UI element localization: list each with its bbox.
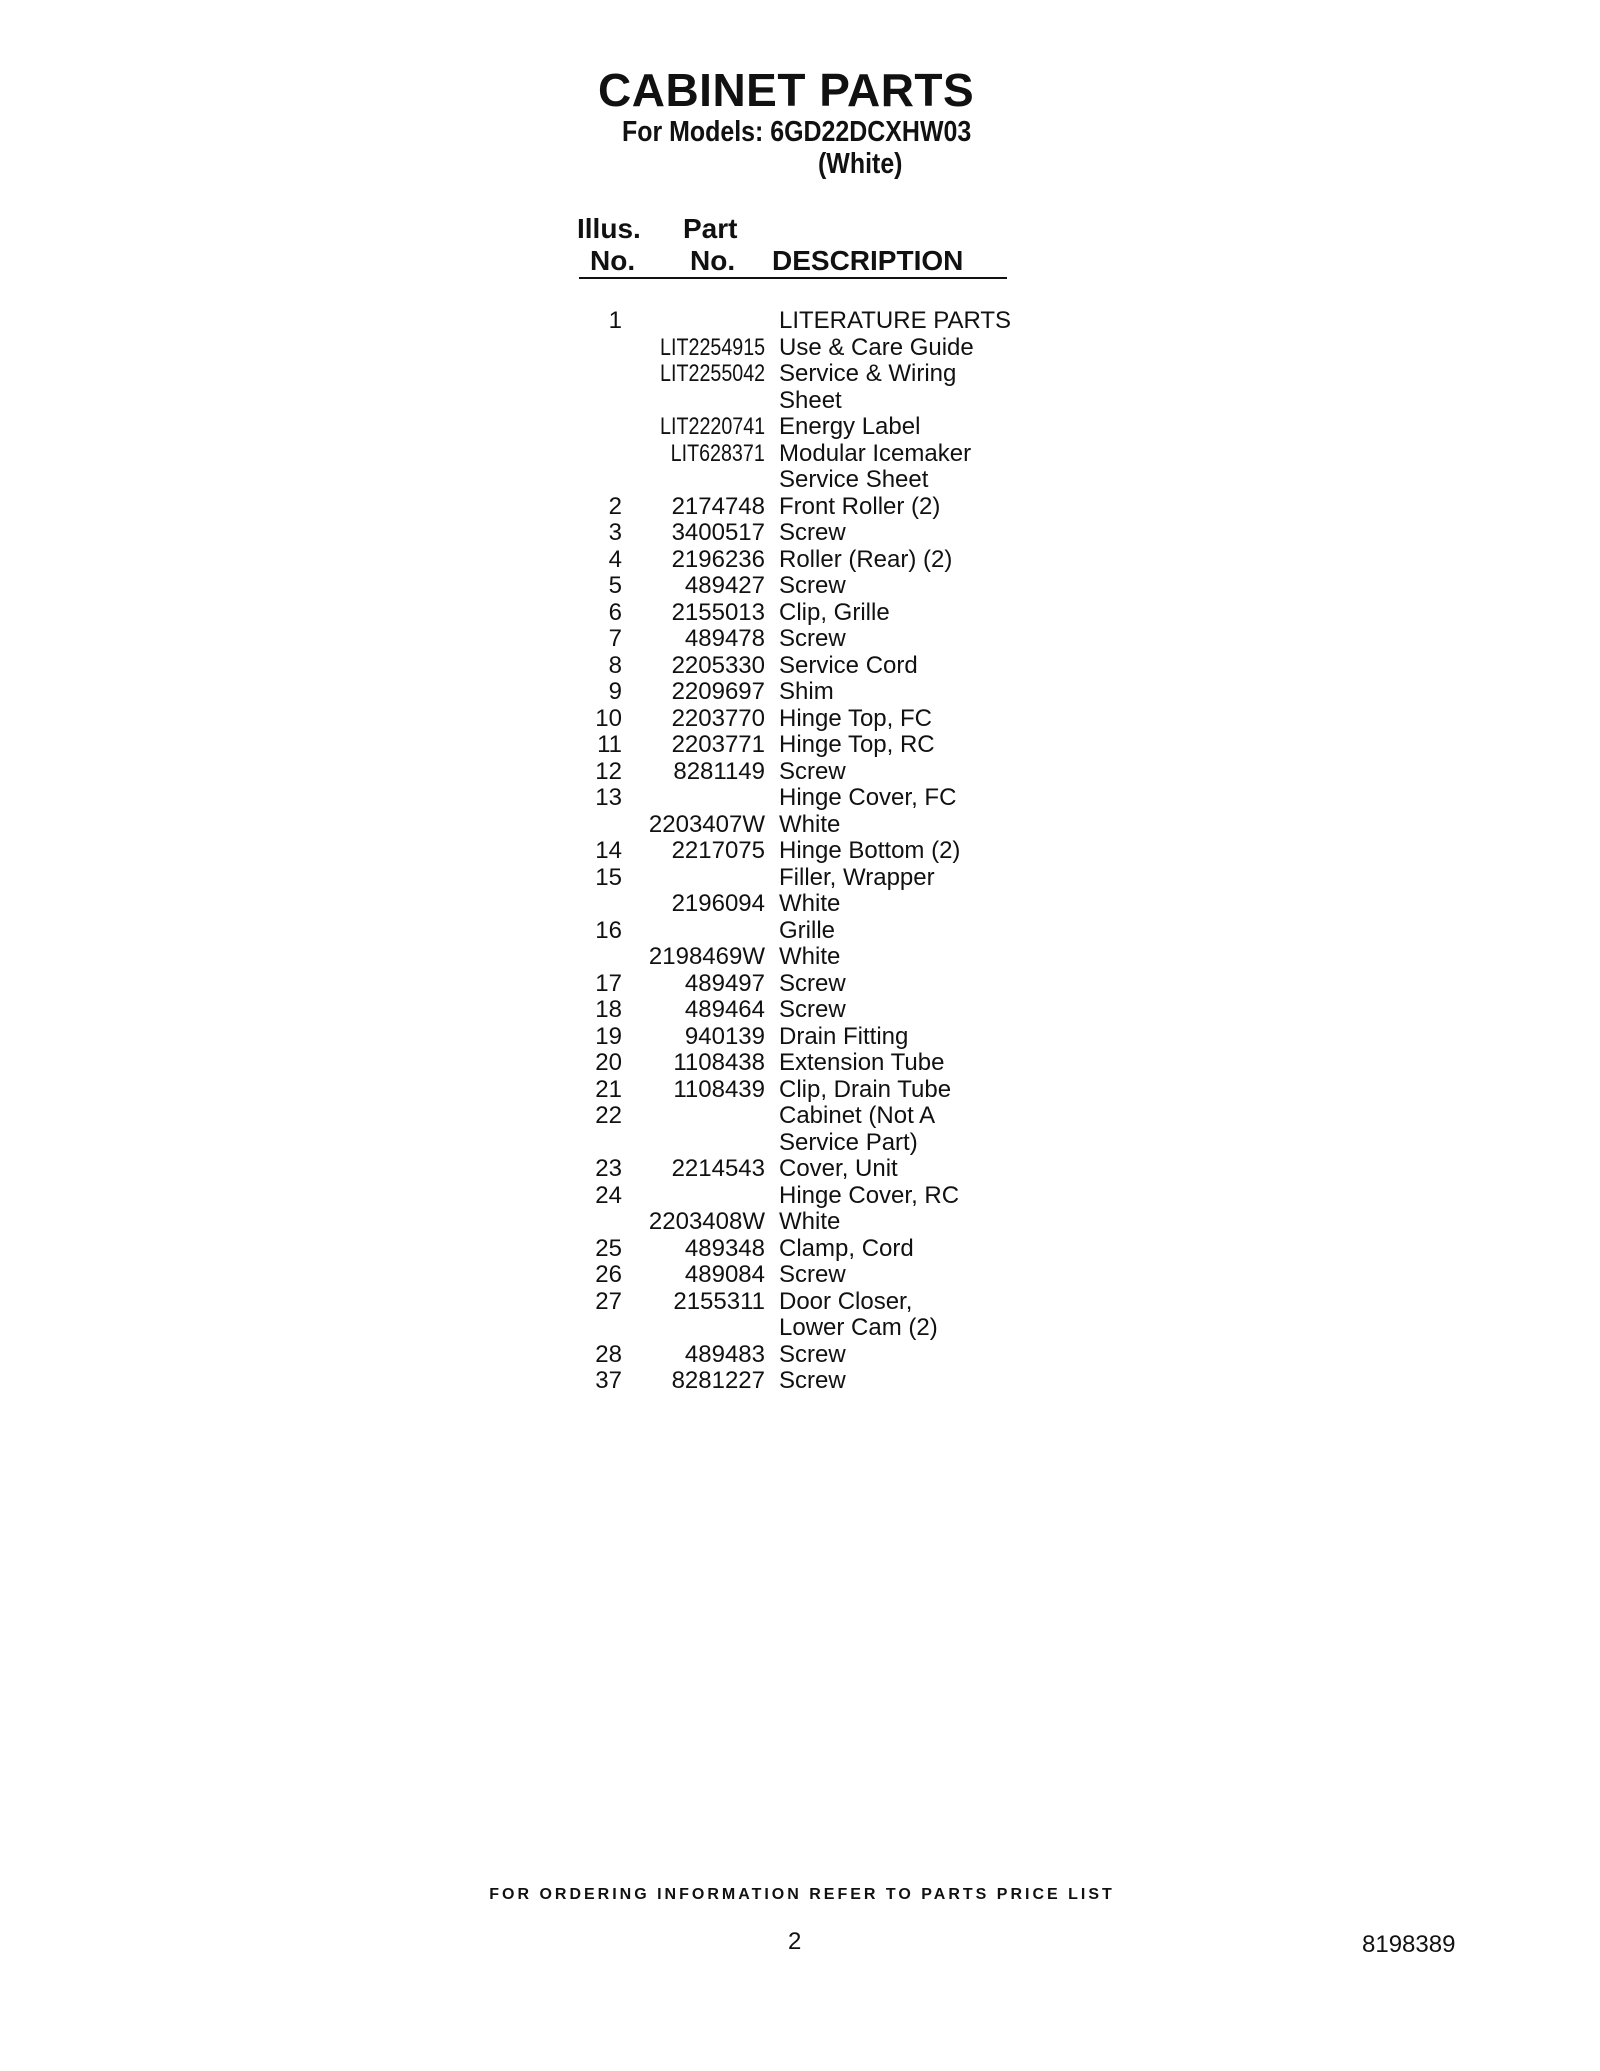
illus-number: 6 [608,598,622,626]
part-number: 2217075 [671,837,765,864]
parts-row [0,891,1600,918]
parts-row [0,865,1600,892]
column-header-illus-line2: No. [590,245,636,276]
part-description: Use & Care Guide [779,333,974,361]
part-number: 2203770 [671,704,765,732]
illus-number: 19 [595,1022,622,1050]
part-description: LITERATURE PARTS [779,307,1012,334]
part-number: 2174748 [671,492,765,520]
part-number: 489497 [684,969,765,997]
part-description: Screw [779,572,846,599]
part-description: Screw [779,1261,846,1288]
illus-number: 3 [608,519,622,546]
parts-row [0,308,1600,335]
part-number: 3400517 [671,519,765,546]
part-number: 489084 [684,1261,765,1288]
illus-number: 9 [608,678,622,705]
parts-row [0,573,1600,600]
part-description: Screw [779,996,846,1023]
column-header-description: DESCRIPTION [772,245,964,276]
part-description: White [779,943,841,970]
parts-row [0,547,1600,574]
models-line: For Models: 6GD22DCXHW03 [622,116,972,148]
parts-row [0,414,1600,441]
parts-row [0,679,1600,706]
parts-row [0,1156,1600,1183]
part-description: Extension Tube [779,1049,945,1076]
part-description: Screw [779,1367,846,1394]
part-number: 1108439 [673,1075,765,1103]
part-description: Hinge Cover, RC [779,1181,960,1209]
illus-number: 20 [595,1049,622,1076]
part-number: 1108438 [673,1049,765,1076]
part-number: 8281227 [671,1367,765,1394]
part-description: Cabinet (Not A [779,1102,936,1129]
illus-number: 8 [608,651,622,679]
part-description: Service Part) [779,1128,918,1156]
part-description: Grille [779,916,836,944]
part-description: Filler, Wrapper [779,863,935,891]
document-number: 8198389 [1362,1931,1456,1958]
part-description: Modular Icemaker [779,439,972,467]
parts-row [0,838,1600,865]
illus-number: 24 [595,1181,622,1209]
part-description: Roller (Rear) (2) [779,545,953,573]
illus-number: 17 [595,969,622,997]
part-description: Service & Wiring [779,360,957,387]
column-header-illus-line1: Illus. [577,213,641,244]
parts-row [0,1103,1600,1130]
part-description: Cover, Unit [779,1155,898,1182]
illus-number: 14 [595,837,622,864]
parts-row [0,732,1600,759]
part-number: LIT2254915 [659,333,765,361]
parts-row [0,1342,1600,1369]
part-description: Shim [779,678,834,705]
illus-number: 2 [608,492,622,520]
page-title: CABINET PARTS [598,64,975,116]
column-header-part-line1: Part [683,213,738,244]
parts-row [0,335,1600,362]
part-number: 2155013 [671,598,765,626]
part-number: LIT2220741 [659,413,765,440]
parts-row [0,653,1600,680]
part-description: White [779,810,841,838]
illus-number: 5 [608,572,622,599]
parts-row [0,361,1600,388]
parts-row [0,997,1600,1024]
part-number: 2203407W [648,810,765,838]
parts-row [0,494,1600,521]
part-number: 8281149 [673,757,765,785]
illus-number: 1 [608,307,622,334]
parts-row [0,1236,1600,1263]
part-description: White [779,1208,841,1235]
part-description: Service Cord [779,651,918,679]
model-color: (White) [818,148,903,180]
parts-row [0,600,1600,627]
parts-row [0,1289,1600,1316]
part-number: 2203771 [671,731,765,758]
part-description: Screw [779,519,846,546]
part-description: Drain Fitting [779,1022,909,1050]
illus-number: 15 [595,863,622,891]
parts-row [0,759,1600,786]
parts-row [0,971,1600,998]
part-number: 2196094 [671,890,765,917]
illus-number: 4 [608,545,622,573]
part-number: 2196236 [671,545,765,573]
parts-row [0,1130,1600,1157]
part-description: Screw [779,625,846,652]
parts-row [0,812,1600,839]
parts-row [0,1209,1600,1236]
column-header-part-line2: No. [690,245,736,276]
part-description: Hinge Top, RC [779,731,935,758]
parts-row [0,1050,1600,1077]
part-description: Service Sheet [779,466,929,493]
parts-row [0,1183,1600,1210]
parts-row [0,626,1600,653]
parts-row [0,1368,1600,1395]
part-description: Screw [779,1340,846,1368]
parts-row [0,944,1600,971]
part-description: Sheet [779,386,842,414]
illus-number: 10 [595,704,622,732]
parts-row [0,467,1600,494]
part-number: LIT628371 [670,439,765,467]
parts-row [0,388,1600,415]
part-description: Front Roller (2) [779,492,941,520]
part-number: 2203408W [648,1208,765,1235]
illus-number: 28 [595,1340,622,1368]
parts-list [0,308,1600,1395]
illus-number: 12 [595,757,622,785]
part-number: LIT2255042 [659,360,765,387]
part-number: 2205330 [671,651,765,679]
illus-number: 13 [595,784,622,811]
illus-number: 23 [595,1155,622,1182]
illus-number: 7 [608,625,622,652]
part-description: Energy Label [779,413,921,440]
parts-row [0,706,1600,733]
part-number: 489483 [684,1340,765,1368]
parts-row [0,1024,1600,1051]
part-number: 2155311 [673,1287,765,1315]
parts-row [0,1077,1600,1104]
illus-number: 25 [595,1234,622,1262]
illus-number: 37 [595,1367,622,1394]
part-description: Hinge Top, FC [779,704,932,732]
part-number: 489348 [684,1234,765,1262]
part-description: Hinge Bottom (2) [779,837,961,864]
illus-number: 27 [595,1287,622,1315]
part-description: Lower Cam (2) [779,1314,938,1341]
parts-row [0,441,1600,468]
parts-row [0,1315,1600,1342]
header-rule [579,277,1007,279]
parts-row [0,1262,1600,1289]
parts-row [0,918,1600,945]
illus-number: 16 [595,916,622,944]
illus-number: 18 [595,996,622,1023]
illus-number: 21 [595,1075,622,1103]
part-description: Clamp, Cord [779,1234,914,1262]
part-number: 2198469W [648,943,765,970]
illus-number: 11 [597,731,622,758]
part-number: 489427 [684,572,765,599]
part-description: Hinge Cover, FC [779,784,957,811]
part-number: 2214543 [671,1155,765,1182]
part-number: 489478 [684,625,765,652]
page-number: 2 [788,1928,802,1955]
part-number: 489464 [684,996,765,1023]
parts-row [0,785,1600,812]
part-number: 2209697 [671,678,765,705]
ordering-note: FOR ORDERING INFORMATION REFER TO PARTS PRICE LIST [489,1886,1115,1903]
part-number: 940139 [684,1022,765,1050]
part-description: Clip, Grille [779,598,890,626]
parts-row [0,520,1600,547]
part-description: Screw [779,757,846,785]
illus-number: 22 [595,1102,622,1129]
part-description: White [779,890,841,917]
part-description: Screw [779,969,846,997]
part-description: Clip, Drain Tube [779,1075,952,1103]
illus-number: 26 [595,1261,622,1288]
part-description: Door Closer, [779,1287,913,1315]
